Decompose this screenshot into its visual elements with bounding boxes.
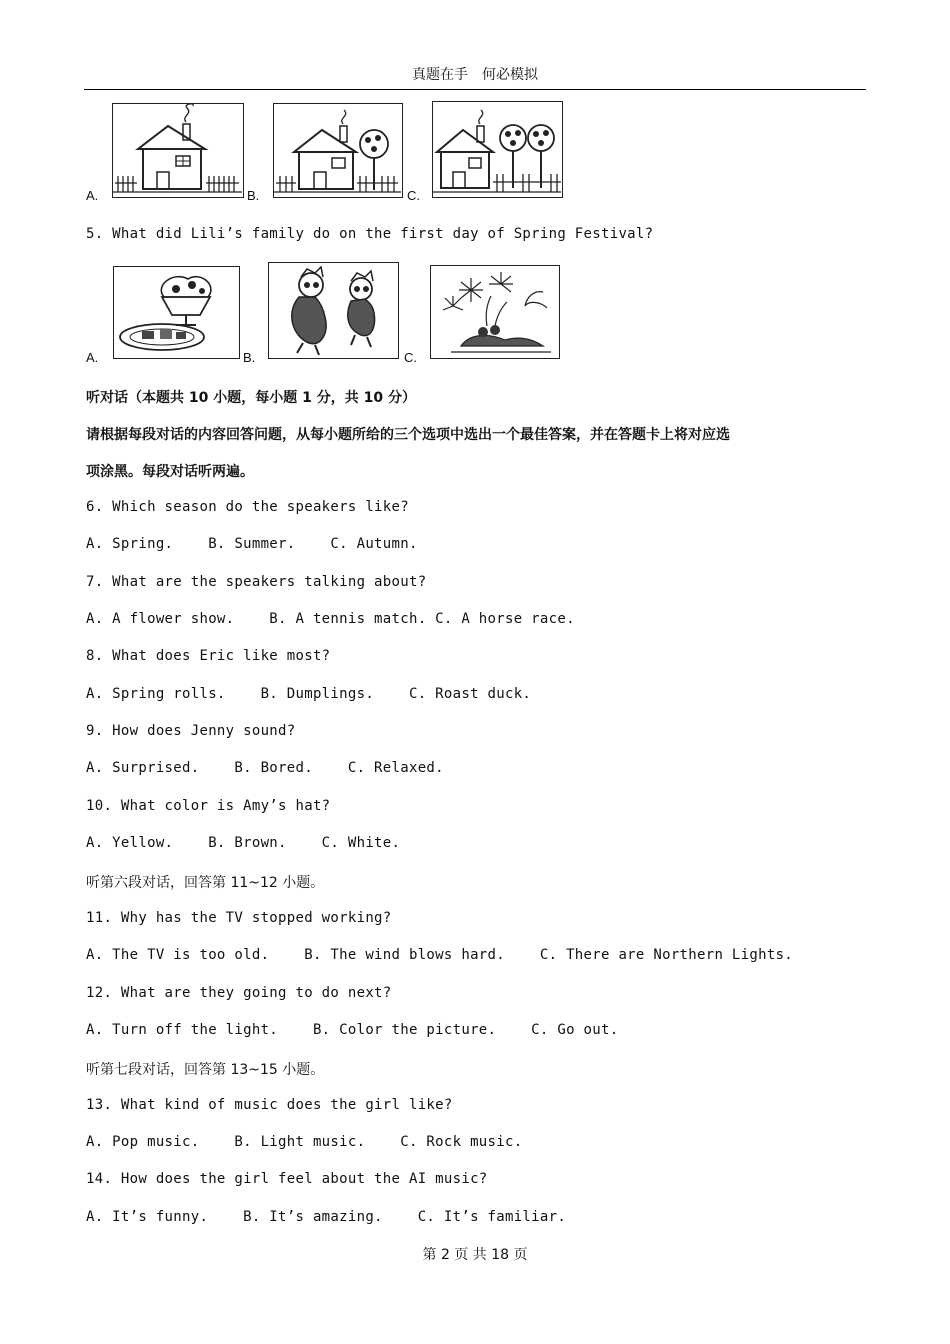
question-6-options: A. Spring. B. Summer. C. Autumn. [86,536,418,552]
section-instruction-line-1: 请根据每段对话的内容回答问题，从每小题所给的三个选项中选出一个最佳答案，并在答题卡上将对应选 [86,427,730,443]
q5-option-b-label: B. [243,350,256,365]
question-6: 6. Which season do the speakers like? [86,499,409,515]
question-14: 14. How does the girl feel about the AI music? [86,1171,488,1187]
question-10-options: A. Yellow. B. Brown. C. White. [86,835,401,851]
lion-dance-icon [268,262,399,359]
page-number: 第 2 页 共 18 页 [422,1247,528,1263]
dialogue-7-instruction: 听第七段对话，回答第 13~15 小题。 [86,1062,325,1078]
house-with-two-trees-icon [432,101,563,198]
question-13: 13. What kind of music does the girl like? [86,1097,453,1113]
q4-option-c-label: C. [407,188,420,203]
fireworks-icon [430,265,560,359]
question-7: 7. What are the speakers talking about? [86,574,427,590]
question-11: 11. Why has the TV stopped working? [86,910,392,926]
question-14-options: A. It’s funny. B. It’s amazing. C. It’s familiar. [86,1209,567,1225]
q4-option-a-label: A. [86,188,99,203]
question-8-options: A. Spring rolls. B. Dumplings. C. Roast duck. [86,686,532,702]
question-9: 9. How does Jenny sound? [86,723,296,739]
question-12: 12. What are they going to do next? [86,985,392,1001]
question-5: 5. What did Lili’s family do on the first day of Spring Festival? [86,226,654,242]
question-9-options: A. Surprised. B. Bored. C. Relaxed. [86,760,444,776]
dialogue-6-instruction: 听第六段对话，回答第 11~12 小题。 [86,875,325,891]
section-instruction-line-2: 项涂黑。每段对话听两遍。 [86,464,254,480]
house-with-smoke-icon [112,103,244,198]
page-header [84,64,866,90]
question-12-options: A. Turn off the light. B. Color the picture. C. Go out. [86,1022,619,1038]
question-11-options: A. The TV is too old. B. The wind blows hard. C. There are Northern Lights. [86,947,794,963]
house-with-one-tree-icon [273,103,403,198]
q4-option-b-label: B. [247,188,260,203]
section-title: 听对话（本题共 10 小题，每小题 1 分，共 10 分） [86,390,416,406]
header-title: 真题在手 何必模拟 [412,67,538,83]
question-8: 8. What does Eric like most? [86,648,331,664]
food-dishes-icon [113,266,240,359]
page-footer [0,1244,950,1264]
question-13-options: A. Pop music. B. Light music. C. Rock music. [86,1134,523,1150]
q5-option-a-label: A. [86,350,99,365]
question-7-options: A. A flower show. B. A tennis match. C. A horse race. [86,611,575,627]
question-10: 10. What color is Amy’s hat? [86,798,331,814]
q5-option-c-label: C. [404,350,417,365]
